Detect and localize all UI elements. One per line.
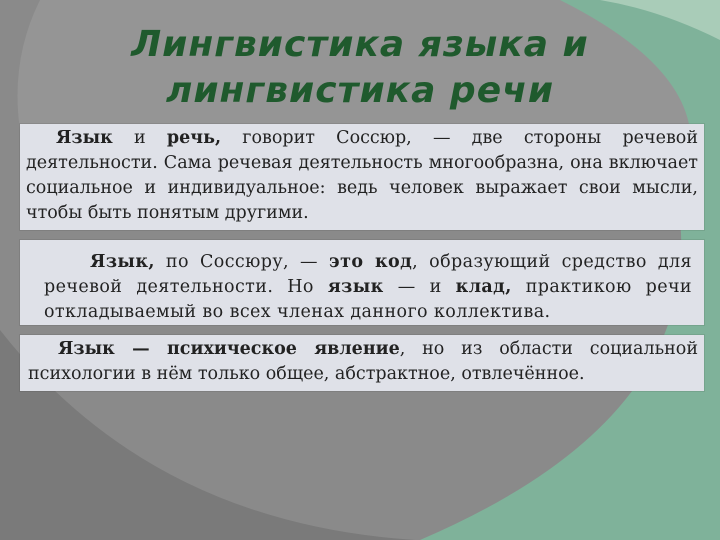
quote-1-part-3: говорит Соссюр, — две стороны речевой деятельности. Сама речевая деятельность многообразна, она включает социальное и индивидуальное: ведь человек выражает свои мысли, чтобы быть понятым другими. xyxy=(26,128,699,223)
quote-3-part-0: Язык — психическое явление xyxy=(58,339,400,359)
quote-block-3 xyxy=(20,335,704,391)
quote-2-part-5: — и xyxy=(383,277,456,297)
quote-1-text xyxy=(26,126,698,226)
quote-3-text xyxy=(28,337,698,387)
quote-1-part-0: Язык xyxy=(56,128,113,148)
quote-block-2 xyxy=(20,240,704,325)
quote-2-part-1: по Соссюру, — xyxy=(154,252,330,272)
quote-block-1 xyxy=(20,124,704,230)
slide-title xyxy=(40,22,680,114)
quote-1-part-2: речь, xyxy=(166,128,222,148)
quote-2-part-2: это код xyxy=(329,252,413,272)
quote-2-part-0: Язык, xyxy=(90,252,155,272)
title-line-1: Лингвистика языка и xyxy=(131,24,589,65)
quote-2-text xyxy=(44,250,692,325)
quote-3-part-1: , но из области социальной психологии в нём только общее, абстрактное, отвлечённое. xyxy=(28,339,698,384)
quote-2-part-3: , образующий средство для речевой деятельности. Но xyxy=(44,252,692,297)
title-line-2: лингвистика речи xyxy=(165,70,555,111)
quote-1-part-1: и xyxy=(112,128,167,148)
quote-2-part-7: практикою речи откладываемый во всех членах данного коллектива. xyxy=(44,277,692,322)
quote-2-part-6: клад, xyxy=(455,277,512,297)
quote-2-part-4: язык xyxy=(327,277,384,297)
